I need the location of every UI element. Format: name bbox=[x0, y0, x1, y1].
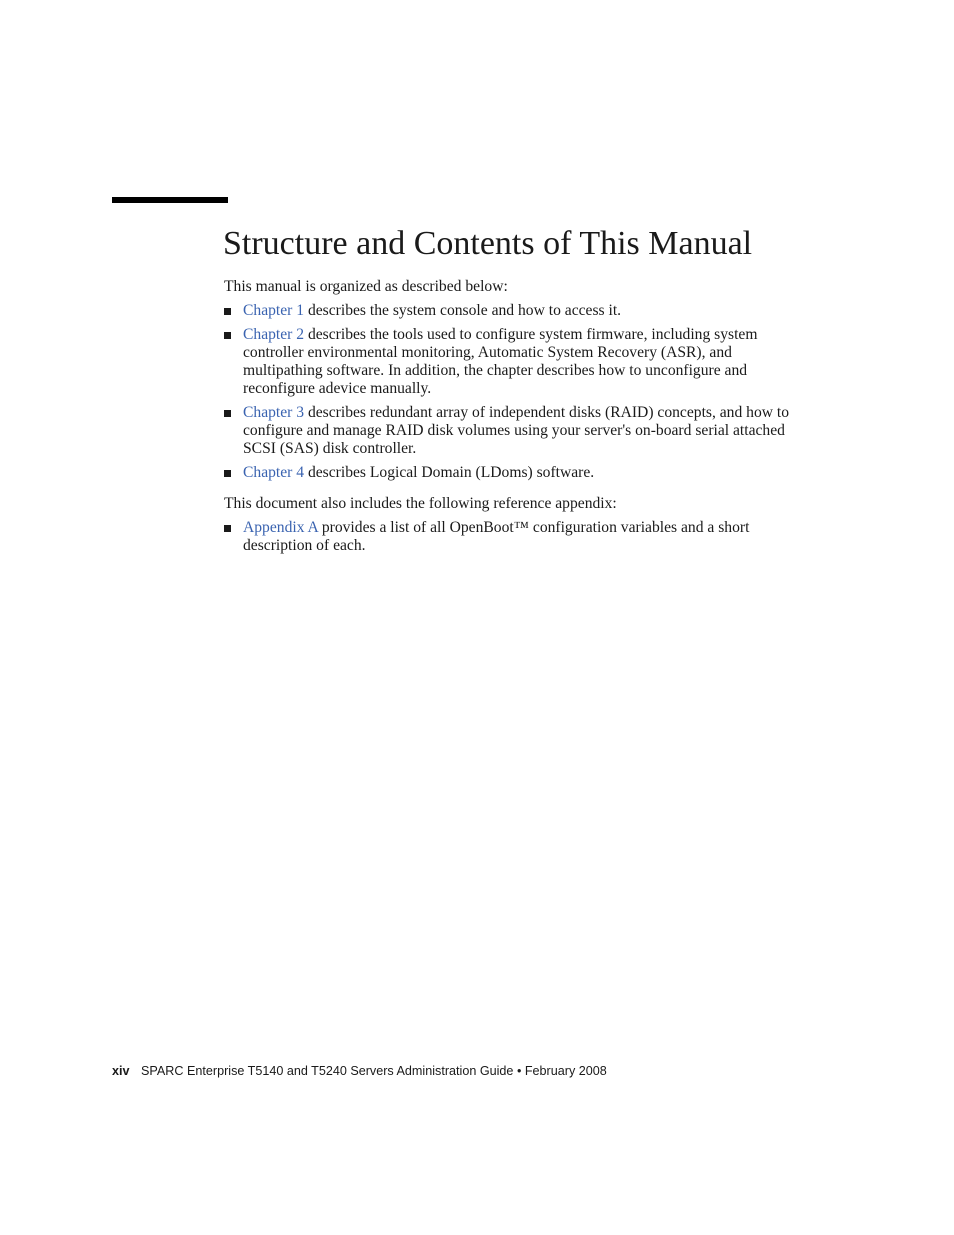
appendix-a-link[interactable]: Appendix A bbox=[243, 519, 318, 536]
page-number: xiv bbox=[112, 1064, 130, 1078]
appendix-list bbox=[224, 519, 796, 555]
list-item bbox=[224, 519, 796, 555]
chapter-1-link[interactable]: Chapter 1 bbox=[243, 302, 305, 319]
square-bullet-icon bbox=[224, 308, 231, 315]
appendix-intro-paragraph: This document also includes the following reference appendix: bbox=[224, 495, 617, 512]
heading-rule bbox=[112, 197, 228, 203]
chapter-3-link[interactable]: Chapter 3 bbox=[243, 404, 305, 421]
square-bullet-icon bbox=[224, 470, 231, 477]
chapter-4-link[interactable]: Chapter 4 bbox=[243, 464, 305, 481]
chapter-4-description: describes Logical Domain (LDoms) software. bbox=[304, 464, 595, 481]
chapter-list bbox=[224, 302, 796, 482]
intro-paragraph: This manual is organized as described below: bbox=[224, 278, 508, 295]
list-item bbox=[224, 464, 796, 482]
chapter-2-link[interactable]: Chapter 2 bbox=[243, 326, 305, 343]
chapter-1-description: describes the system console and how to access it. bbox=[304, 302, 622, 319]
main-content bbox=[224, 278, 796, 561]
page-footer bbox=[112, 1063, 607, 1079]
page-title: Structure and Contents of This Manual bbox=[223, 225, 753, 262]
footer-separator: • bbox=[516, 1064, 522, 1078]
square-bullet-icon bbox=[224, 410, 231, 417]
chapter-2-description: describes the tools used to configure system firmware, including system controller environmental monitoring, Automatic System Recovery (ASR), and multipathing software. In addition, the chapter describes how to unconfigure and reconfigure adevice manually. bbox=[243, 326, 758, 397]
publication-date: February 2008 bbox=[524, 1064, 607, 1078]
list-item bbox=[224, 326, 796, 398]
book-title: SPARC Enterprise T5140 and T5240 Servers Administration Guide bbox=[141, 1064, 514, 1078]
chapter-3-description: describes redundant array of independent disks (RAID) concepts, and how to configure and manage RAID disk volumes using your server's on-board serial attached SCSI (SAS) disk controller. bbox=[243, 404, 790, 457]
list-item bbox=[224, 404, 796, 458]
square-bullet-icon bbox=[224, 332, 231, 339]
appendix-a-description: provides a list of all OpenBoot™ configuration variables and a short description of each. bbox=[243, 519, 750, 554]
list-item bbox=[224, 302, 796, 320]
square-bullet-icon bbox=[224, 525, 231, 532]
